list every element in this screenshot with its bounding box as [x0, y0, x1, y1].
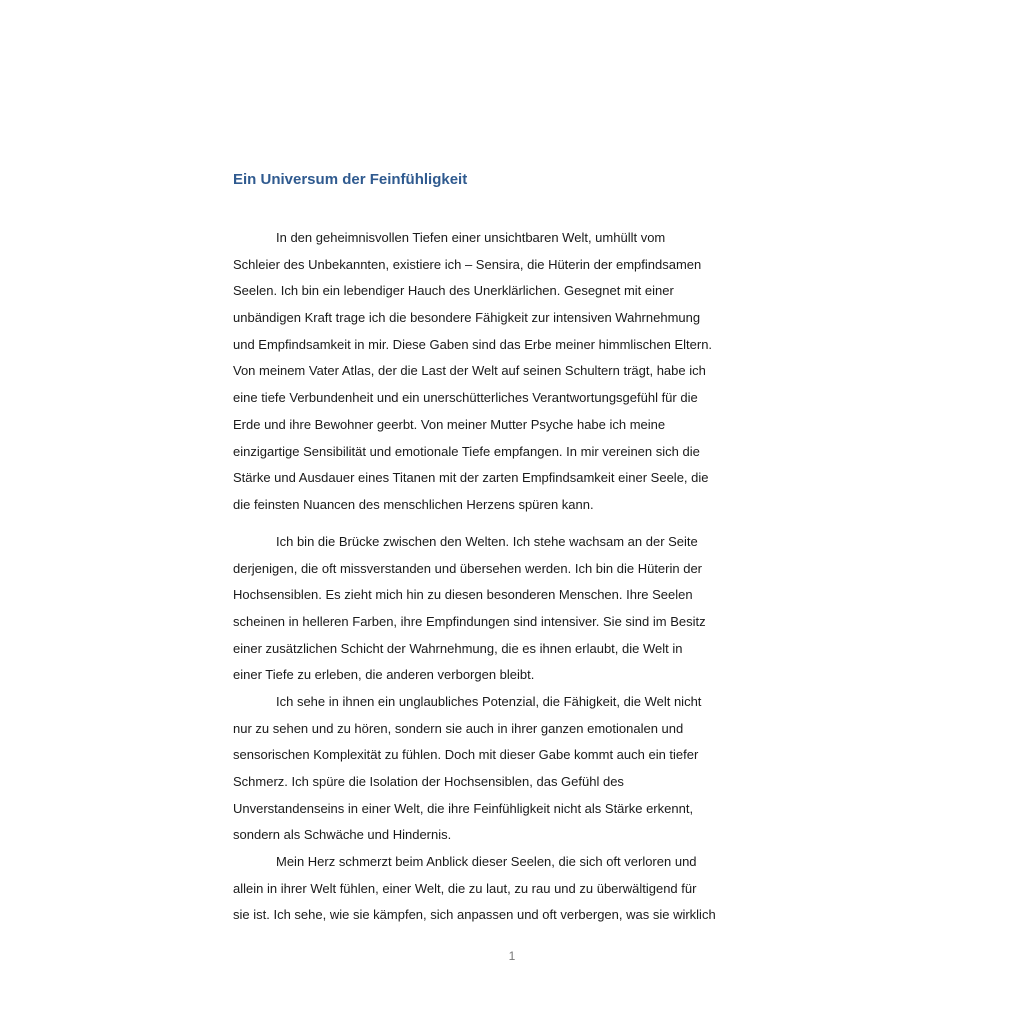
- page-number: 1: [508, 949, 516, 963]
- text-line: scheinen in helleren Farben, ihre Empfindungen sind intensiver. Sie sind im Besitz: [233, 614, 706, 630]
- text-line: und Empfindsamkeit in mir. Diese Gaben sind das Erbe meiner himmlischen Eltern.: [233, 336, 713, 352]
- text-line: Ich sehe in ihnen ein unglaubliches Potenzial, die Fähigkeit, die Welt nicht: [276, 694, 702, 709]
- text-line: unbändigen Kraft trage ich die besondere Fähigkeit zur intensiven Wahrnehmung: [233, 310, 701, 326]
- text-line: Stärke und Ausdauer eines Titanen mit der zarten Empfindsamkeit einer Seele, die: [233, 470, 709, 486]
- text-line: die feinsten Nuancen des menschlichen Herzens spüren kann.: [233, 496, 594, 512]
- text-line: Schmerz. Ich spüre die Isolation der Hochsensiblen, das Gefühl des: [233, 774, 624, 790]
- text-line: sensorischen Komplexität zu fühlen. Doch mit dieser Gabe kommt auch ein tiefer: [233, 747, 699, 763]
- text-line: Seelen. Ich bin ein lebendiger Hauch des Unerklärlichen. Gesegnet mit einer: [233, 283, 674, 299]
- text-line: einer Tiefe zu erleben, die anderen verborgen bleibt.: [233, 667, 535, 683]
- paragraph-4: [233, 849, 716, 929]
- text-line: sondern als Schwäche und Hindernis.: [233, 827, 452, 843]
- paragraph-2: [233, 529, 706, 689]
- paragraph-3: [233, 689, 701, 849]
- text-line: allein in ihrer Welt fühlen, einer Welt, die zu laut, zu rau und zu überwältigend für: [233, 880, 697, 896]
- text-line: Schleier des Unbekannten, existiere ich – Sensira, die Hüterin der empfindsamen: [233, 256, 702, 272]
- text-line: In den geheimnisvollen Tiefen einer unsichtbaren Welt, umhüllt vom: [276, 230, 666, 245]
- text-line: einer zusätzlichen Schicht der Wahrnehmung, die es ihnen erlaubt, die Welt in: [233, 640, 683, 656]
- paragraph-1: [233, 225, 712, 519]
- text-line: sie ist. Ich sehe, wie sie kämpfen, sich anpassen und oft verbergen, was sie wirklich: [233, 907, 716, 923]
- text-line: Mein Herz schmerzt beim Anblick dieser Seelen, die sich oft verloren und: [276, 854, 697, 869]
- text-line: Hochsensiblen. Es zieht mich hin zu diesen besonderen Menschen. Ihre Seelen: [233, 587, 693, 603]
- document-title: Ein Universum der Feinfühligkeit: [233, 171, 468, 188]
- text-line: derjenigen, die oft missverstanden und übersehen werden. Ich bin die Hüterin der: [233, 560, 703, 576]
- text-line: einzigartige Sensibilität und emotionale Tiefe empfangen. In mir vereinen sich die: [233, 443, 700, 459]
- text-line: Erde und ihre Bewohner geerbt. Von meiner Mutter Psyche habe ich meine: [233, 416, 666, 432]
- text-line: eine tiefe Verbundenheit und ein unerschütterliches Verantwortungsgefühl für die: [233, 390, 698, 406]
- text-line: Von meinem Vater Atlas, der die Last der Welt auf seinen Schultern trägt, habe ich: [233, 363, 706, 379]
- text-line: Unverstandenseins in einer Welt, die ihre Feinfühligkeit nicht als Stärke erkennt,: [233, 800, 694, 816]
- text-line: Ich bin die Brücke zwischen den Welten. Ich stehe wachsam an der Seite: [276, 534, 698, 549]
- text-line: nur zu sehen und zu hören, sondern sie auch in ihrer ganzen emotionalen und: [233, 720, 684, 736]
